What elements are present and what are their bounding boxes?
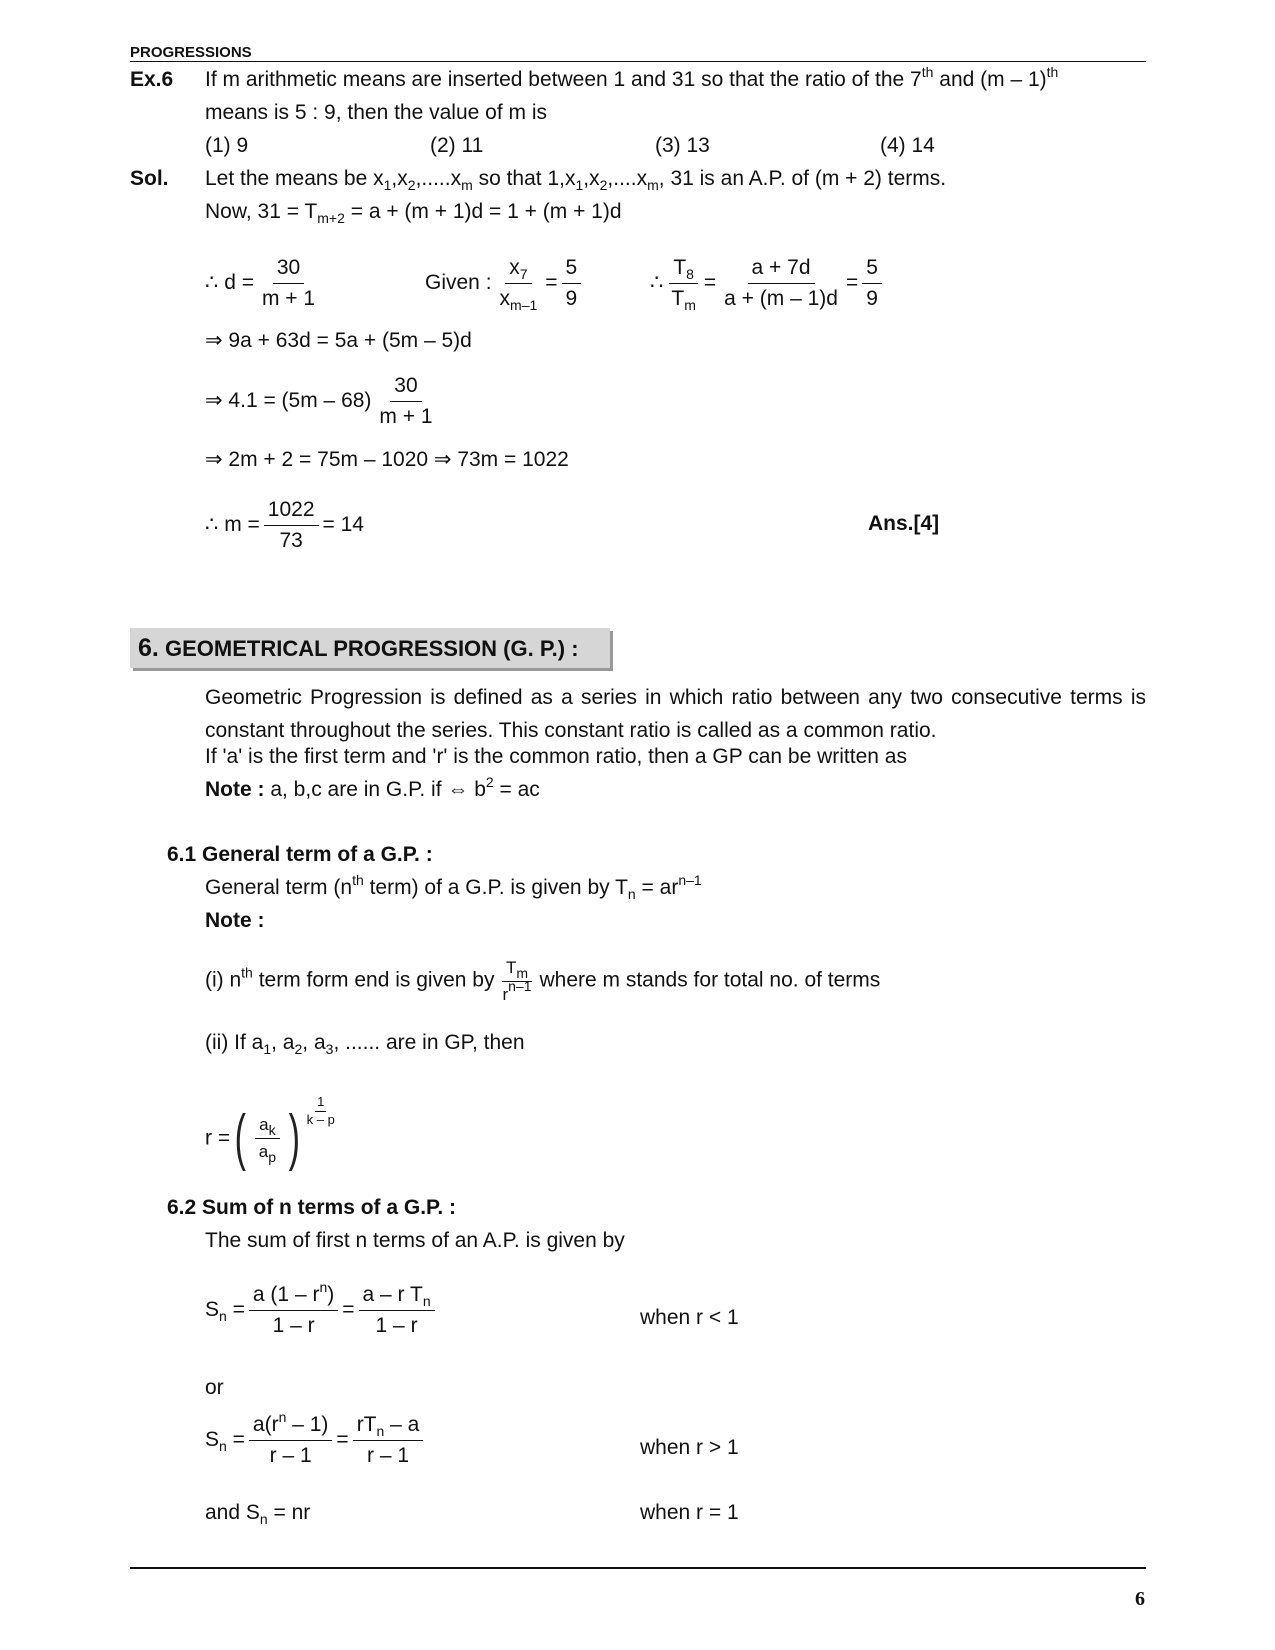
general-term: General term ($n^{th}$ term) of a G.P. is given by $T_n = ar^{n-1}$ (205, 872, 702, 902)
step-3: ⇒ 9a + 63d = 5a + (5m – 5)d (205, 329, 472, 352)
page-number: 6 (1135, 1588, 1145, 1610)
option-3: (3) 13 (655, 134, 710, 157)
condition-r-greater-1: when r > 1 (640, 1436, 739, 1459)
answer: Ans.[4] (868, 512, 940, 535)
header-rule (130, 61, 1146, 62)
solution-line-2: Now, $31 = T_{m+2} = a + (m + 1)d = 1 + (m + 1)d$ (205, 200, 622, 226)
or-text: or (205, 1376, 224, 1399)
condition-r-less-1: when r < 1 (640, 1306, 739, 1329)
d-equation: ∴ d = $\frac{30}{m + 1}$ (205, 256, 316, 311)
sum-formula-r-less-1: $S_n$ = $\frac{a (1 - r^n)}{1 - r}$ = $\frac{a - r T_n}{1 - r}$ (205, 1283, 439, 1338)
running-header: PROGRESSIONS (130, 44, 252, 61)
example-label: Ex.6 (130, 68, 174, 91)
section-6-1-heading: 6.1 General term of a G.P. : (167, 843, 433, 866)
question-line-2: means is 5 : 9, then the value of m is (205, 101, 548, 124)
gp-definition: Geometric Progression is defined as a series in which ratio between any two consecutive terms is constant throughout the series. This constant ratio is called as a common ratio. (205, 686, 1146, 742)
term-ratio: ∴ $\frac{T_8}{T_m}$ = $\frac{a + 7d}{a + (m - 1)d}$ = $\frac{5}{9}$ (650, 256, 886, 311)
note-label: Note : (205, 909, 265, 932)
sum-intro: The sum of first n terms of an A.P. is given by (205, 1229, 625, 1252)
solution-line-1: Let the means be $x_1,x_2,.....x_m$ so that $1,x_1,x_2,....x_m$, 31 is an A.P. of (m + 2) terms. (205, 167, 947, 193)
condition-r-equal-1: when r = 1 (640, 1501, 739, 1524)
footer-rule (130, 1567, 1146, 1569)
gp-note: Note : a, b,c are in G.P. if ⇔ $b^2$ = ac (205, 774, 540, 801)
sum-r-equal-1: and $S_n$ = nr (205, 1501, 311, 1527)
option-4: (4) 14 (880, 134, 935, 157)
option-2: (2) 11 (430, 134, 484, 157)
gp-form: If 'a' is the first term and 'r' is the common ratio, then a GP can be written as (205, 745, 907, 768)
ratio-formula: r = ( $\frac{a_k}{a_p}$ ) $\frac{1}{k - p}$ (205, 1094, 335, 1173)
step-5: ⇒ 2m + 2 = 75m – 1020 ⇒ 73m = 1022 (205, 448, 569, 471)
question-line-1: If m arithmetic means are inserted between 1 and 31 so that the ratio of the 7th and (m – 1)$^{th}$ (205, 64, 1059, 91)
section-6-heading: 6. GEOMETRICAL PROGRESSION (G. P.) : (130, 628, 610, 668)
gp-terms-line: (ii) If $a_1$, $a_2$, $a_3$, ...... are in GP, then (205, 1031, 525, 1057)
given-ratio: Given : $\frac{x_7}{x_{m-1}}$ = $\frac{5}{9}$ (425, 256, 585, 311)
option-1: (1) 9 (205, 134, 249, 157)
section-6-2-heading: 6.2 Sum of n terms of a G.P. : (167, 1196, 457, 1219)
step-4: ⇒ 4.1 = (5m – 68) $\frac{30}{m + 1}$ (205, 374, 433, 429)
sum-formula-r-greater-1: $S_n$ = $\frac{a(r^n - 1)}{r - 1}$ = $\frac{rT_n - a}{r - 1}$ (205, 1413, 427, 1468)
step-6: ∴ m = $\frac{1022}{73}$ = 14 (205, 498, 364, 553)
nth-from-end: (i) $n^{th}$ term form end is given by $\frac{T_m}{r^{n-1}}$ where m stands for total no. of terms (205, 958, 881, 1004)
solution-label: Sol. (130, 167, 169, 190)
